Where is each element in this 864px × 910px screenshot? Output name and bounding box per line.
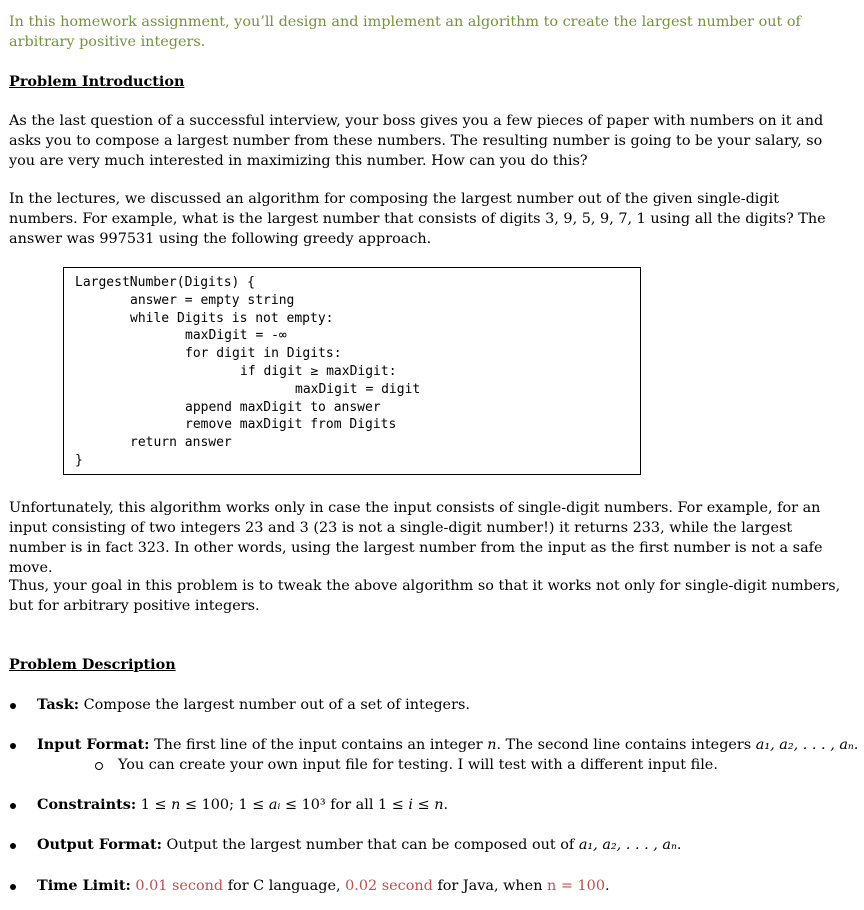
code-line: answer = empty string (130, 293, 295, 308)
problem-introduction-heading: Problem Introduction (9, 73, 185, 90)
bullet-icon (10, 703, 16, 709)
code-line: append maxDigit to answer (185, 400, 381, 415)
time-limit-text: Time Limit: 0.01 second for C language, 0.02 second for Java, when n = 100. (37, 877, 610, 894)
code-line: LargestNumber(Digits) { (75, 275, 256, 290)
problem-description-heading: Problem Description (9, 656, 176, 673)
code-line: } (75, 453, 83, 468)
bullet-icon (10, 803, 16, 809)
pseudocode-box (63, 267, 641, 475)
bullet-icon (10, 843, 16, 849)
input-format-text: Input Format: The first line of the input contains an integer n. The second line contains integers a₁, a₂, . . . , aₙ. (37, 736, 859, 753)
code-line: for digit in Digits: (185, 346, 342, 361)
code-line: remove maxDigit from Digits (185, 417, 397, 432)
constraints-text: Constraints: 1 ≤ n ≤ 100; 1 ≤ aᵢ ≤ 10³ for all 1 ≤ i ≤ n. (37, 796, 449, 813)
code-line: return answer (130, 435, 232, 450)
input-file-note: You can create your own input file for testing. I will test with a different input file. (118, 757, 718, 773)
task-text: Task: Compose the largest number out of a set of integers. (37, 696, 470, 713)
bullet-icon (10, 884, 16, 890)
code-line: while Digits is not empty: (130, 311, 334, 326)
after-code-paragraph-2: Thus, your goal in this problem is to tweak the above algorithm so that it works not only for single-digit numbers, but for arbitrary positive integers. (9, 578, 841, 614)
bullet-icon (10, 743, 16, 749)
intro-paragraph-2: In the lectures, we discussed an algorithm for composing the largest number out of the given single-digit numbers. For example, what is the largest number that consists of digits 3, 9, 5, 9, 7, 1 using all the digits? The answer was 997531 using the following greedy approach. (9, 191, 826, 247)
output-format-text: Output Format: Output the largest number that can be composed out of a₁, a₂, . . . , aₙ. (37, 836, 682, 853)
intro-paragraph-1: As the last question of a successful interview, your boss gives you a few pieces of paper with numbers on it and asks you to compose a largest number from these numbers. The resulting number is going to be your salary, so you are very much interested in maximizing this number. How can you do this? (9, 113, 824, 169)
hollow-bullet-icon (95, 762, 103, 770)
after-code-paragraph-1: Unfortunately, this algorithm works only in case the input consists of single-digit numbers. For example, for an input consisting of two integers 23 and 3 (23 is not a single-digit number!) it returns 233, while the largest number is in fact 323. In other words, using the largest number from the input as the first number is not a safe move. (9, 500, 823, 576)
code-line: maxDigit = digit (295, 382, 421, 397)
code-line: if digit ≥ maxDigit: (240, 364, 397, 379)
intro-text: In this homework assignment, you’ll design and implement an algorithm to create the largest number out of arbitrary positive integers. (9, 14, 801, 50)
code-line: maxDigit = -∞ (185, 328, 287, 343)
